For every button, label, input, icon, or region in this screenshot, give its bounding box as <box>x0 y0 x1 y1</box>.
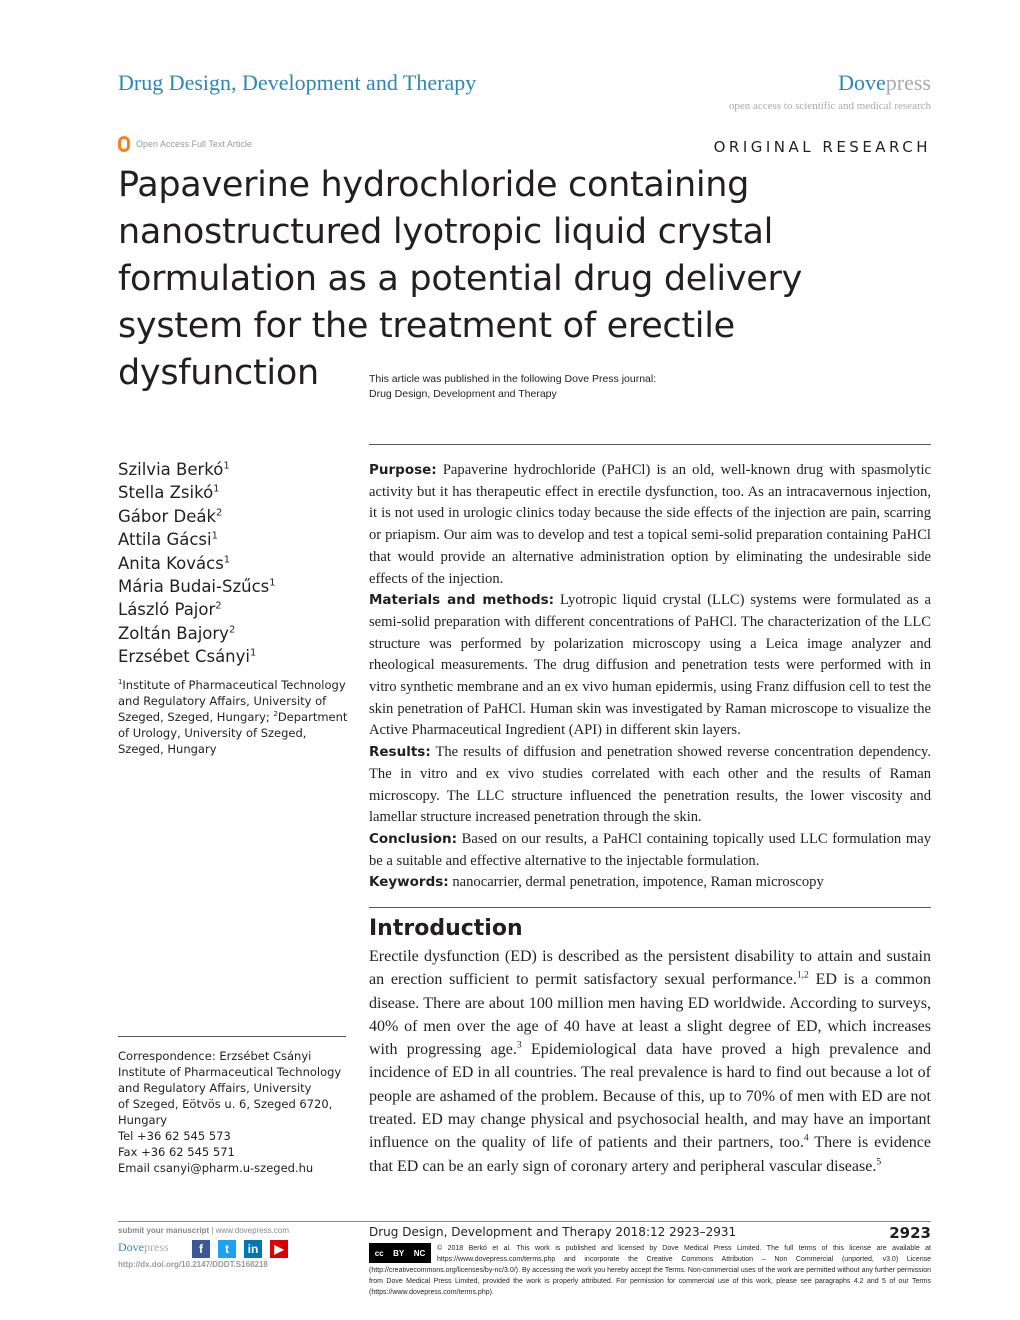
author-name: Mária Budai-Szűcs <box>118 577 270 597</box>
correspondence <box>118 1048 350 1176</box>
correspondence-line: of Szeged, Eötvös u. 6, Szeged 6720, <box>118 1097 333 1111</box>
page-number: 2923 <box>889 1224 931 1242</box>
pub-note-line: This article was published in the following Dove Press journal: <box>369 373 657 385</box>
logo-part: press <box>144 1240 169 1254</box>
citation-ref: 1,2 <box>796 969 809 981</box>
intro-text: ED is a common disease. There are about 100 million men having ED worldwide. According to surveys, 40% of men over the age of 40 have at least a slight degree of ED, which increases with progressing age. <box>369 971 932 1059</box>
author-name: Attila Gácsi <box>118 530 212 550</box>
correspondence-line: Tel +36 62 545 573 <box>118 1129 231 1143</box>
author <box>118 645 276 668</box>
author <box>118 505 276 528</box>
submit-manuscript[interactable]: submit your manuscript | www.dovepress.com <box>118 1226 290 1235</box>
author-name: Anita Kovács <box>118 553 224 573</box>
open-access-label <box>118 136 252 152</box>
abstract-text: The results of diffusion and penetration showed reverse concentration dependency. The in vitro and ex vivo studies correlated with each other and the results of Raman microscopy. The LLC structure influenced the penetration results, the lower viscosity and lamellar structure increased penetration through the skin. <box>369 744 931 826</box>
correspondence-line: Institute of Pharmaceutical Technology <box>118 1065 342 1079</box>
publication-note <box>369 372 656 402</box>
article-type: ORIGINAL RESEARCH <box>713 138 931 156</box>
author-affiliation-mark: 1 <box>213 483 220 495</box>
citation-ref: 4 <box>803 1133 809 1145</box>
abstract <box>369 460 931 894</box>
abstract-label: Materials and methods: <box>369 592 555 609</box>
cc-mark: cc <box>374 1248 384 1258</box>
affiliation-text: Institute of Pharmaceutical Technology and Regulatory Affairs, University of Szeged, Szeged, Hungary; <box>118 678 346 724</box>
author <box>118 458 276 481</box>
affiliation-text: Department of Urology, University of Szeged, Szeged, Hungary <box>118 710 348 756</box>
journal-name[interactable]: Drug Design, Development and Therapy <box>118 70 477 95</box>
article-title: Papaverine hydrochloride containing nanostructured lyotropic liquid crystal formulation as a potential drug delivery system for the treatment of erectile dysfunction <box>118 165 803 393</box>
nc-mark: NC <box>413 1248 426 1258</box>
correspondence-line: Fax +36 62 545 571 <box>118 1145 235 1159</box>
affiliations <box>118 677 350 757</box>
abstract-label: Conclusion: <box>369 830 457 847</box>
facebook-icon[interactable]: f <box>192 1240 210 1258</box>
author-affiliation-mark: 1 <box>250 647 257 659</box>
logo-part: press <box>885 70 931 95</box>
linkedin-icon[interactable]: in <box>244 1240 262 1258</box>
author <box>118 552 276 575</box>
by-mark: BY <box>393 1248 405 1258</box>
abstract-paragraph <box>369 460 931 590</box>
author-name: Stella Zsikó <box>118 483 214 503</box>
intro-text: Erectile dysfunction (ED) is described as the persistent disability to attain and sustain an erection sufficient to permit satisfactory sexual performance. <box>369 948 931 989</box>
author-affiliation-mark: 1 <box>269 577 276 589</box>
author-affiliation-mark: 2 <box>216 507 223 519</box>
abstract-text: nanocarrier, dermal penetration, impotence, Raman microscopy <box>452 874 824 891</box>
abstract-label: Purpose: <box>369 462 437 478</box>
affiliation-mark: 2 <box>273 710 278 719</box>
logo-part: Dove <box>838 70 886 95</box>
social-links <box>192 1240 288 1258</box>
submit-label: submit your manuscript <box>118 1226 210 1235</box>
author-name: Erzsébet Csányi <box>118 647 250 667</box>
divider <box>369 907 931 908</box>
abstract-label: Keywords: <box>369 874 449 891</box>
abstract-label: Results: <box>369 744 431 761</box>
author-affiliation-mark: 1 <box>211 530 218 542</box>
author <box>118 481 276 504</box>
correspondence-line: Correspondence: Erzsébet Csányi <box>118 1049 312 1063</box>
section-heading-introduction: Introduction <box>369 916 523 941</box>
footer-divider <box>118 1221 931 1222</box>
abstract-text: Papaverine hydrochloride (PaHCl) is an old, well-known drug with spasmolytic activity but it has therapeutic effect in erectile dysfunction, too. As an intracavernous injection, it is not used in urologic clinics today because the side effects of the injection are pain, scarring or priapism. Our aim was to develop and test a topical semi-solid preparation containing PaHCl that would provide an alternative administration option by eliminating the undesirable side effects of the injection. <box>369 462 931 587</box>
abstract-paragraph <box>369 742 931 829</box>
author-name: László Pajor <box>118 600 216 620</box>
twitter-icon[interactable]: t <box>218 1240 236 1258</box>
pub-note-journal: Drug Design, Development and Therapy <box>369 388 557 400</box>
author-name: Szilvia Berkó <box>118 460 224 479</box>
correspondence-line: and Regulatory Affairs, University <box>118 1081 312 1095</box>
author <box>118 528 276 551</box>
author-list <box>118 458 276 669</box>
author <box>118 598 276 621</box>
publisher-tagline: open access to scientific and medical research <box>728 100 931 112</box>
cc-license-icon[interactable] <box>369 1243 431 1263</box>
citation-ref: 5 <box>876 1156 882 1168</box>
citation-ref: 3 <box>516 1039 522 1051</box>
open-access-text: Open Access Full Text Article <box>136 139 252 149</box>
author <box>118 622 276 645</box>
affiliation-mark: 1 <box>118 678 123 687</box>
license-block <box>369 1243 931 1298</box>
author-affiliation-mark: 1 <box>223 460 230 472</box>
abstract-paragraph <box>369 829 931 872</box>
correspondence-line: Email csanyi@pharm.u-szeged.hu <box>118 1161 314 1175</box>
abstract-text: Lyotropic liquid crystal (LLC) systems were formulated as a semi-solid preparation with different concentrations of PaHCl. The characterization of the LLC structure was performed by polarization microscopy using a Leica image analyzer and rheological measurements. The drug diffusion and penetration tests were performed with in vitro synthetic membrane and an ex vivo human epidermis, using Franz diffusion cell to test the skin penetration of PaHCl. Human skin was investigated by Raman microscope to visualize the Active Pharmaceutical Ingredient (API) in different skin layers. <box>369 592 931 739</box>
footer-dovepress-logo <box>118 1240 169 1255</box>
correspondence-line: Hungary <box>118 1113 168 1127</box>
logo-part: Dove <box>118 1240 144 1254</box>
author-affiliation-mark: 2 <box>228 624 236 636</box>
abstract-text: Based on our results, a PaHCl containing topically used LLC formulation may be a suitable and effective alternative to the injectable formulation. <box>369 830 931 869</box>
citation: Drug Design, Development and Therapy 2018:12 2923–2931 <box>369 1225 737 1239</box>
author-name: Gábor Deák <box>118 506 217 526</box>
doi-link[interactable]: http://dx.doi.org/10.2147/DDDT.S168218 <box>118 1260 268 1269</box>
introduction-text <box>369 945 931 1178</box>
intro-text: There is evidence that ED can be an early sign of coronary artery and peripheral vascular disease. <box>369 1134 931 1175</box>
dovepress-logo <box>838 70 931 96</box>
author-affiliation-mark: 1 <box>223 554 231 566</box>
divider <box>118 1036 346 1037</box>
divider <box>369 444 931 445</box>
site-link[interactable]: www.dovepress.com <box>215 1226 290 1235</box>
author-name: Zoltán Bajory <box>118 623 229 643</box>
author-affiliation-mark: 2 <box>215 600 222 612</box>
youtube-icon[interactable]: ▶ <box>270 1240 288 1258</box>
abstract-paragraph <box>369 590 931 742</box>
author <box>118 575 276 598</box>
license-text: © 2018 Berkó et al. This work is published and licensed by Dove Medical Press Limited. The full terms of this license are available at https://www.dovepress.com/terms.php and incorporate the Creative Commons Attribution – Non Commercial (unported, v3.0) License (http://creativecommons.org/licenses/by-nc/3.0/). By accessing the work you hereby accept the Terms. Non-commercial uses of the work are permitted without any further permission from Dove Medical Press Limited, provided the work is properly attributed. For permission for commercial use of this work, please see paragraphs 4.2 and 5 of our Terms (https://www.dovepress.com/terms.php). <box>369 1245 931 1296</box>
intro-text: Epidemiological data have proved a high prevalence and incidence of ED in all countries. The real prevalence is hard to find out because a lot of people are ashamed of the problem. Because of this, up to 70% of men with ED are not treated. ED may change physical and psychosocial health, and may have an important influence on the quality of life of patients and their partners, too. <box>369 1041 931 1152</box>
open-access-icon <box>118 136 130 152</box>
abstract-paragraph <box>369 872 931 894</box>
